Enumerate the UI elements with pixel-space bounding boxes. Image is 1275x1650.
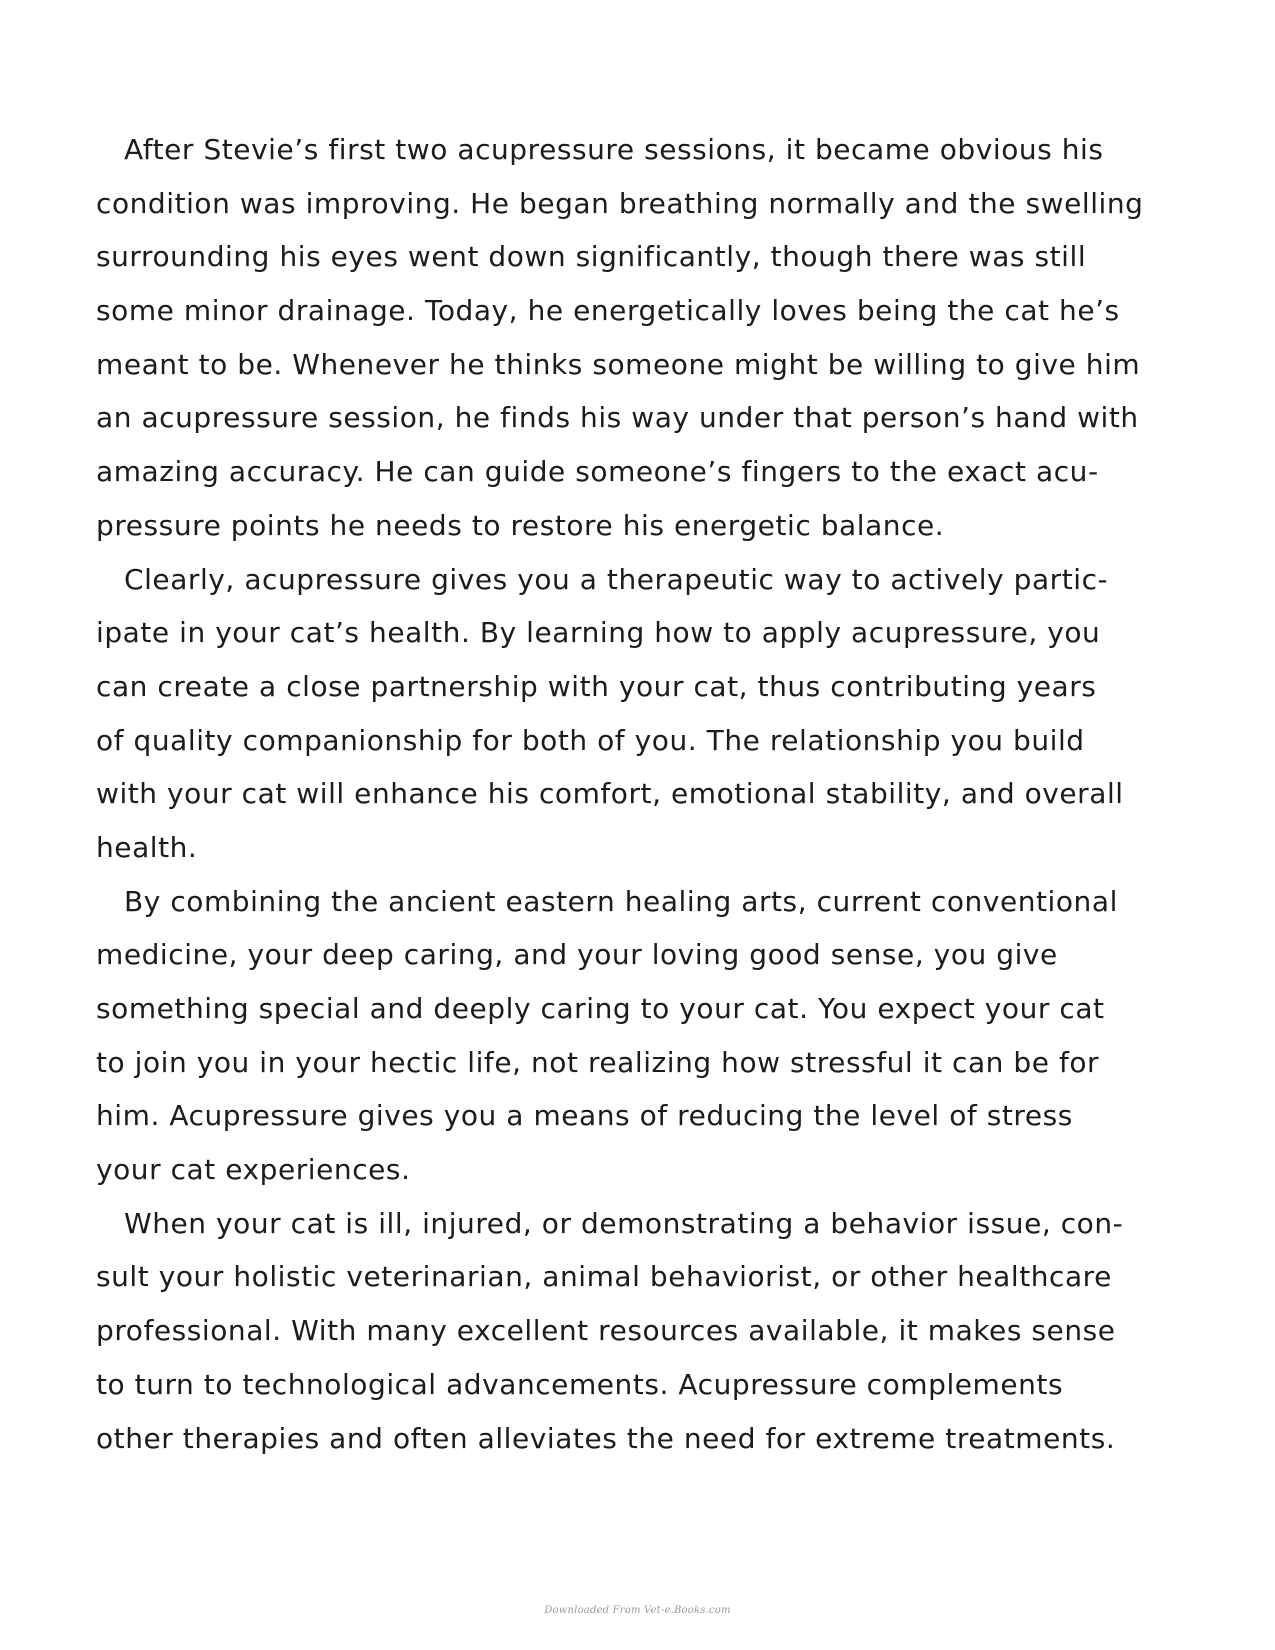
text-line: By combining the ancient eastern healing arts, current conventional bbox=[124, 884, 1118, 918]
text-line: him. Acupressure gives you a means of reducing the level of stress bbox=[96, 1099, 1073, 1133]
text-line: condition was improving. He began breathing normally and the swelling bbox=[96, 186, 1144, 220]
text-line: amazing accuracy. He can guide someone’s fingers to the exact acu- bbox=[96, 455, 1099, 489]
text-line: of quality companionship for both of you. The relationship you build bbox=[96, 723, 1085, 757]
text-line: After Stevie’s first two acupressure sessions, it became obvious his bbox=[124, 133, 1104, 166]
text-line: something special and deeply caring to your cat. You expect your cat bbox=[96, 992, 1105, 1025]
text-line: surrounding his eyes went down significantly, though there was still bbox=[96, 240, 1087, 274]
text-line: pressure points he needs to restore his energetic balance. bbox=[96, 508, 945, 542]
text-line: with your cat will enhance his comfort, emotional stability, and overall bbox=[96, 777, 1124, 811]
text-line: to join you in your hectic life, not realizing how stressful it can be for bbox=[96, 1045, 1100, 1079]
text-line: health. bbox=[96, 830, 198, 864]
footer-watermark: Downloaded From Vet-e.Books.com bbox=[544, 1605, 731, 1616]
text-line: can create a close partnership with your cat, thus contributing years bbox=[96, 669, 1097, 703]
text-line: medicine, your deep caring, and your loving good sense, you give bbox=[96, 938, 1058, 972]
text-line: some minor drainage. Today, he energetically loves being the cat he’s bbox=[96, 294, 1120, 328]
text-line: an acupressure session, he finds his way under that person’s hand with bbox=[96, 401, 1139, 435]
text-line: other therapies and often alleviates the need for extreme treatments. bbox=[96, 1421, 1116, 1455]
text-line: sult your holistic veterinarian, animal behaviorist, or other healthcare bbox=[96, 1260, 1112, 1294]
text-line: Clearly, acupressure gives you a therapeutic way to actively partic- bbox=[124, 562, 1109, 596]
text-line: meant to be. Whenever he thinks someone might be willing to give him bbox=[96, 347, 1141, 381]
text-line: professional. With many excellent resources available, it makes sense bbox=[96, 1314, 1116, 1348]
text-line: to turn to technological advancements. Acupressure complements bbox=[96, 1367, 1064, 1401]
text-line: ipate in your cat’s health. By learning how to apply acupressure, you bbox=[96, 616, 1101, 650]
body-text bbox=[96, 123, 1186, 1465]
text-line: When your cat is ill, injured, or demonstrating a behavior issue, con- bbox=[124, 1206, 1124, 1240]
text-line: your cat experiences. bbox=[96, 1153, 411, 1187]
